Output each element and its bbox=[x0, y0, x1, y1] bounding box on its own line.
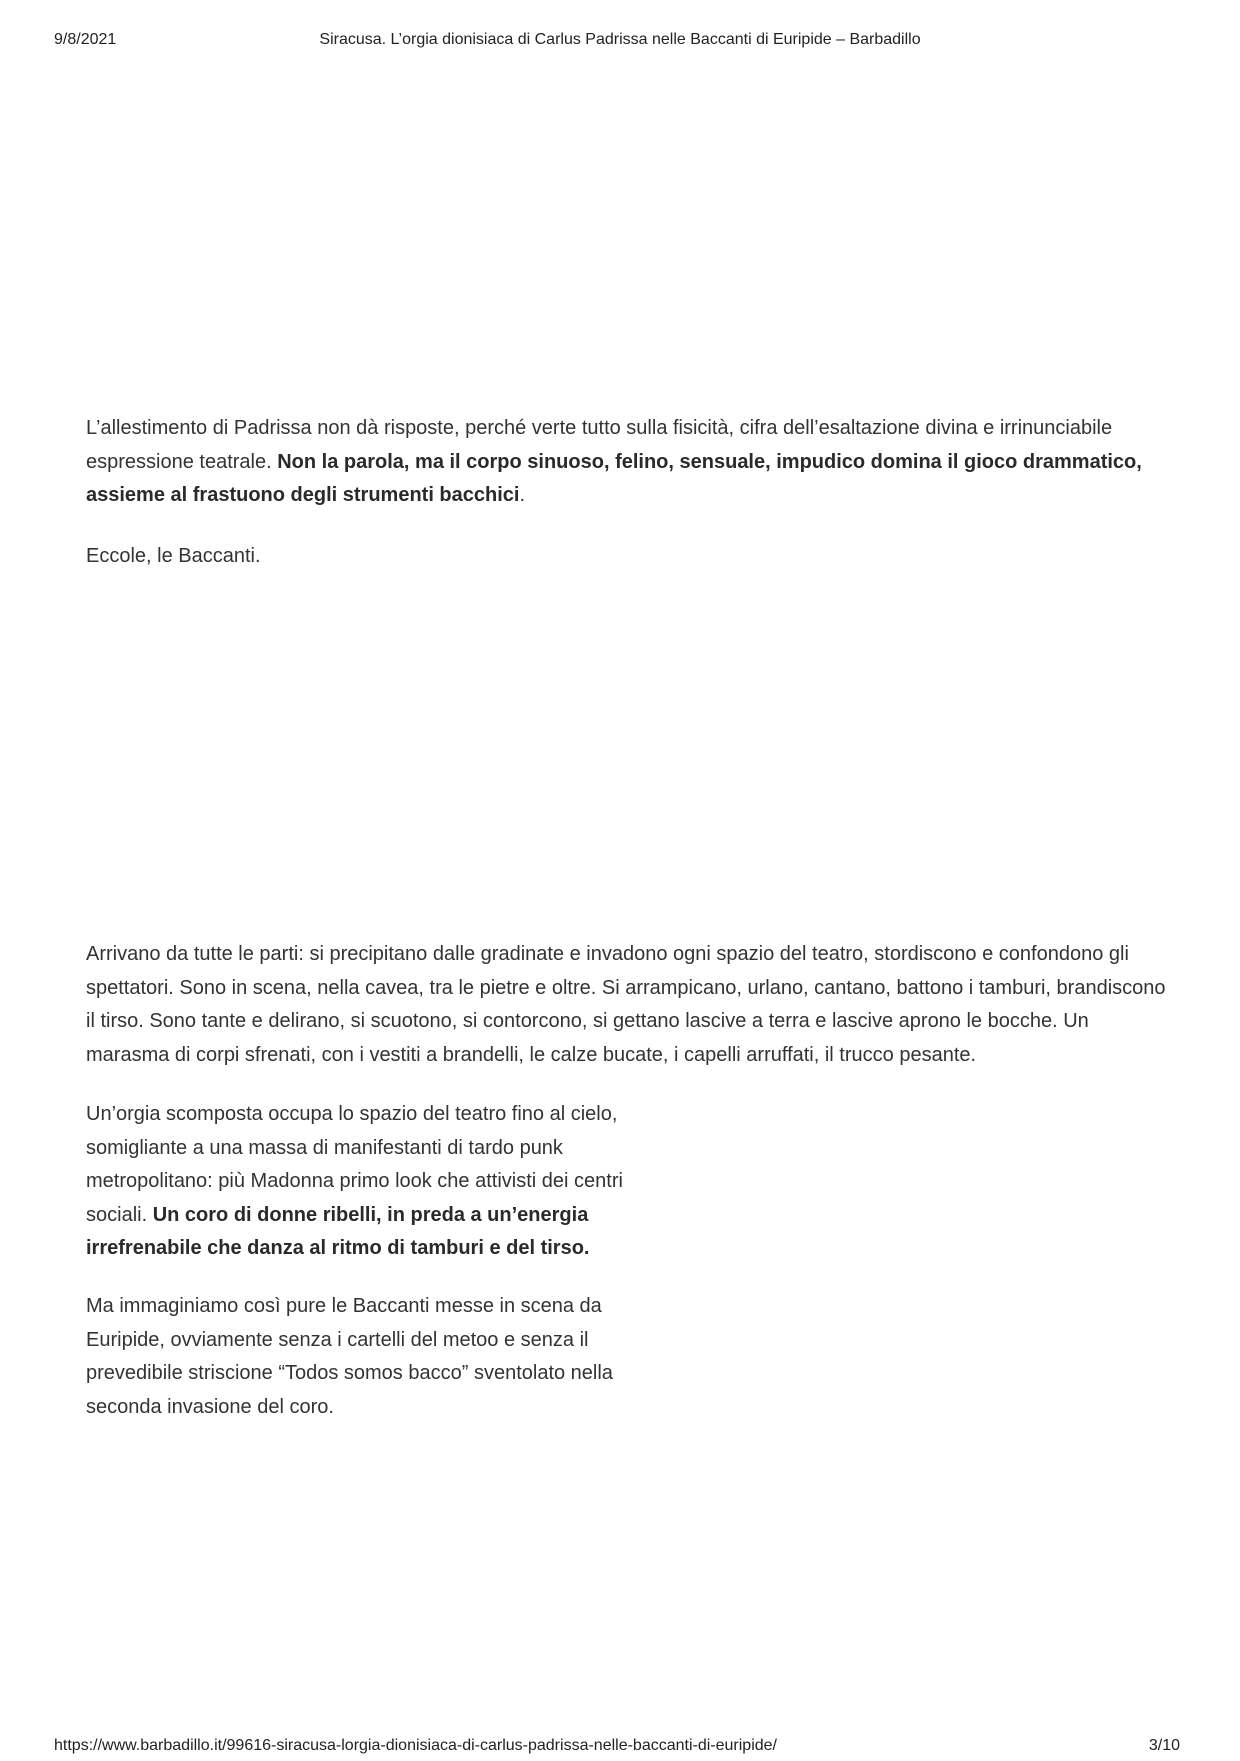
paragraph-text: Un’orgia scomposta occupa lo spazio del teatro fino al cielo, somigliante a una massa di manifestanti di tardo punk metropolitano: più Madonna primo look che attivisti dei centri sociali. bbox=[86, 1103, 623, 1226]
paragraph-text: L’allestimento di Padrissa non dà risposte, perché verte tutto sulla fisicità, cifra dell’esaltazione divina e irrinunciabile espressione teatrale. bbox=[86, 417, 1113, 473]
article-paragraph: Eccole, le Baccanti. bbox=[86, 545, 261, 567]
paragraph-text: . bbox=[519, 484, 526, 506]
paragraph-bold-text: Non la parola, ma il corpo sinuoso, felino, sensuale, impudico domina il gioco drammatico, assieme al frastuono degli strumenti bacchici bbox=[86, 450, 1142, 506]
print-header bbox=[0, 31, 1240, 55]
article-paragraph: Arrivano da tutte le parti: si precipitano dalle gradinate e invadono ogni spazio del teatro, stordiscono e confondono gli spettatori. Sono in scena, nella cavea, tra le pietre e oltre. Si arrampicano, urlano, cantano, battono i tamburi, brandiscono il tirso. Sono tante e delirano, si scuotono, si contorcono, si gettano lascive a terra e lascive aprono le bocche. Un marasma di corpi sfrenati, con i vestiti a brandelli, le calze bucate, i capelli arruffati, il trucco pesante. bbox=[86, 943, 1166, 1066]
paragraph-bold-text: Un coro di donne ribelli, in preda a un’energia irrefrenabile che danza al ritmo di tamburi e del tirso. bbox=[86, 1203, 590, 1259]
print-date: 9/8/2021 bbox=[54, 31, 117, 48]
blank-embed-area bbox=[86, 600, 1166, 920]
article-paragraph bbox=[86, 412, 1166, 513]
print-footer bbox=[0, 1737, 1240, 1761]
article-paragraph: Ma immaginiamo così pure le Baccanti messe in scena da Euripide, ovviamente senza i cartelli del metoo e senza il prevedibile striscione “Todos somos bacco” sventolato nella seconda invasione del coro. bbox=[86, 1295, 613, 1418]
print-url: https://www.barbadillo.it/99616-siracusa-lorgia-dionisiaca-di-carlus-padrissa-nelle-baccanti-di-euripide/ bbox=[54, 1737, 777, 1754]
page-number: 3/10 bbox=[1148, 1737, 1180, 1754]
print-page-title: Siracusa. L’orgia dionisiaca di Carlus Padrissa nelle Baccanti di Euripide – Barbadillo bbox=[319, 31, 921, 48]
article-paragraph bbox=[86, 1098, 656, 1266]
blank-embed-area bbox=[86, 70, 1166, 380]
